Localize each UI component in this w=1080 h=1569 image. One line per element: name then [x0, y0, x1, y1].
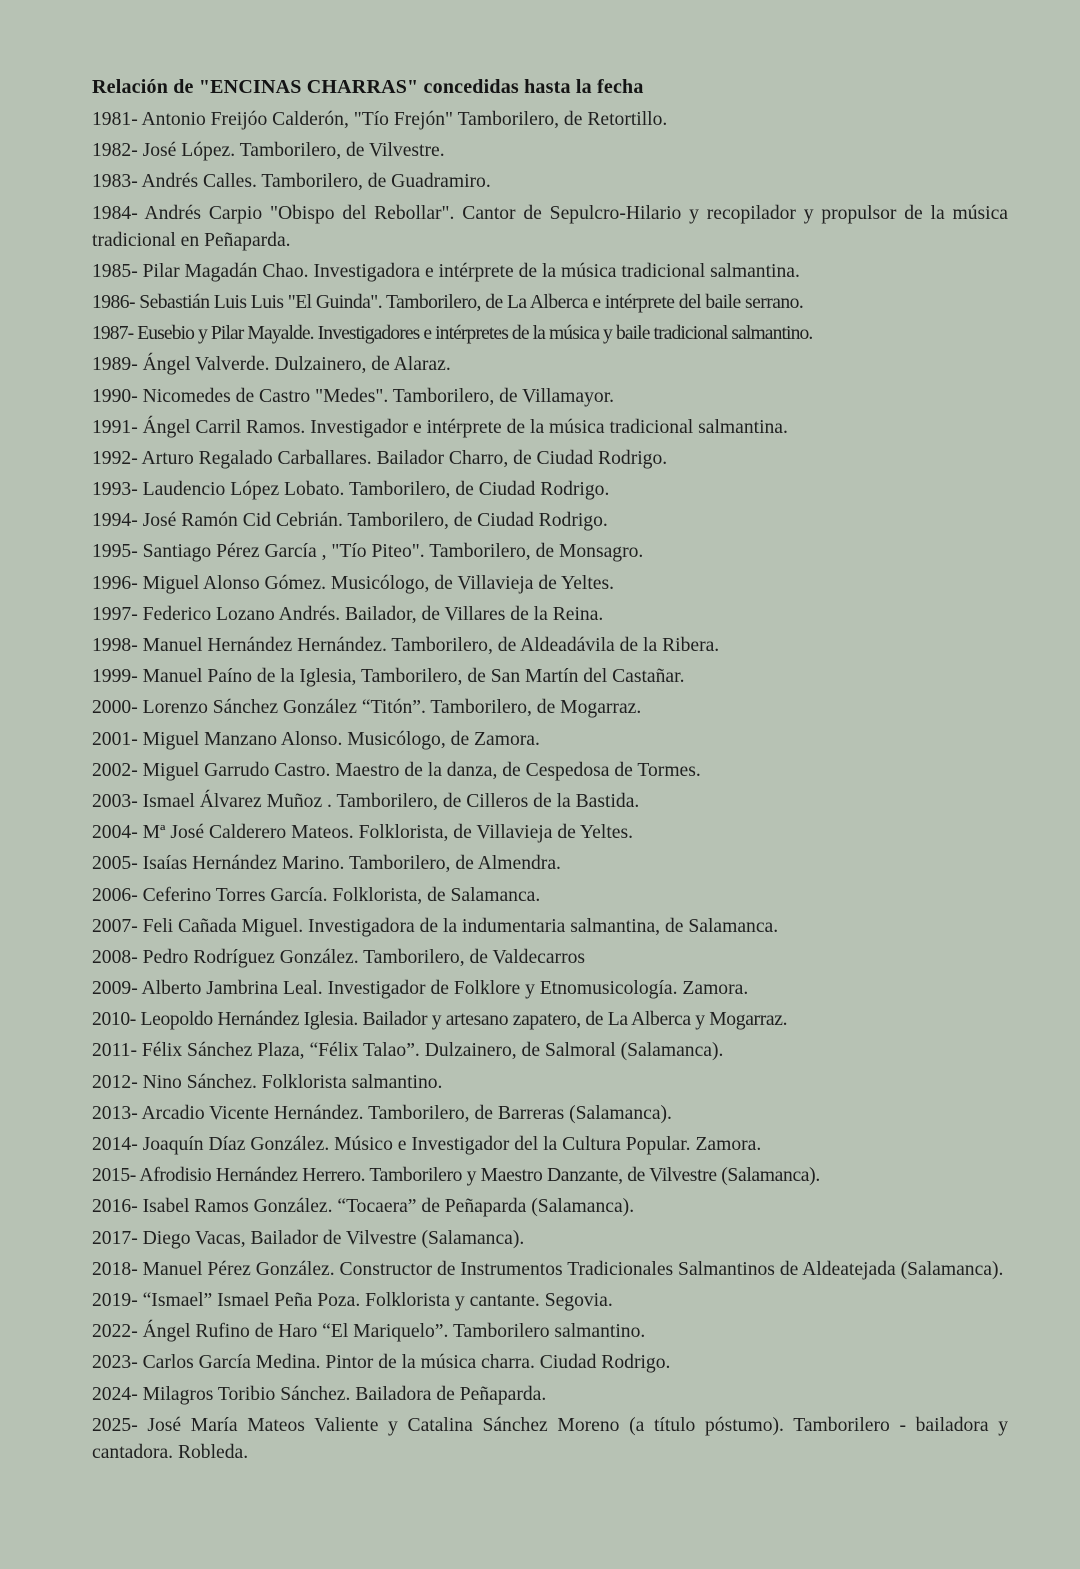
award-entry: 1999- Manuel Paíno de la Iglesia, Tamborilero, de San Martín del Castañar. [92, 666, 685, 688]
award-entry: 2017- Diego Vacas, Bailador de Vilvestre (Salamanca). [92, 1227, 525, 1249]
award-entry: 2012- Nino Sánchez. Folklorista salmantino. [92, 1071, 443, 1093]
award-entry: 1994- José Ramón Cid Cebrián. Tamborilero, de Ciudad Rodrigo. [92, 510, 608, 532]
award-entry: 1993- Laudencio López Lobato. Tamborilero, de Ciudad Rodrigo. [92, 479, 610, 501]
award-entry: 1995- Santiago Pérez García , "Tío Piteo". Tamborilero, de Monsagro. [92, 541, 644, 563]
award-entry: 1987- Eusebio y Pilar Mayalde. Investigadores e intérpretes de la música y baile tradicional salmantino. [92, 323, 813, 345]
award-entry: 2019- “Ismael” Ismael Peña Poza. Folklorista y cantante. Segovia. [92, 1289, 613, 1311]
document-title: Relación de "ENCINAS CHARRAS" concedidas hasta la fecha [92, 76, 644, 98]
award-entry: 1985- Pilar Magadán Chao. Investigadora e intérprete de la música tradicional salmantina. [92, 260, 800, 282]
award-entry: 2004- Mª José Calderero Mateos. Folklorista, de Villavieja de Yeltes. [92, 822, 633, 844]
award-entry: 2005- Isaías Hernández Marino. Tamborilero, de Almendra. [92, 853, 561, 875]
award-entry: 2010- Leopoldo Hernández Iglesia. Bailador y artesano zapatero, de La Alberca y Mogarraz. [92, 1009, 788, 1031]
award-entry: 1998- Manuel Hernández Hernández. Tamborilero, de Aldeadávila de la Ribera. [92, 635, 720, 656]
award-entry: 2001- Miguel Manzano Alonso. Musicólogo, de Zamora. [92, 728, 540, 750]
award-entry: 1996- Miguel Alonso Gómez. Musicólogo, de Villavieja de Yeltes. [92, 572, 614, 594]
award-entry: 2007- Feli Cañada Miguel. Investigadora de la indumentaria salmantina, de Salamanca. [92, 915, 779, 937]
award-entry: 2009- Alberto Jambrina Leal. Investigador de Folklore y Etnomusicología. Zamora. [92, 978, 749, 1000]
award-entry: 2011- Félix Sánchez Plaza, “Félix Talao”. Dulzainero, de Salmoral (Salamanca). [92, 1040, 724, 1062]
award-entry: 2024- Milagros Toribio Sánchez. Bailadora de Peñaparda. [92, 1383, 547, 1405]
award-entry: 1991- Ángel Carril Ramos. Investigador e intérprete de la música tradicional salmantina. [92, 416, 788, 438]
document-page [92, 70, 1008, 1470]
award-entry: 2013- Arcadio Vicente Hernández. Tamborilero, de Barreras (Salamanca). [92, 1102, 672, 1124]
award-entry: 1983- Andrés Calles. Tamborilero, de Guadramiro. [92, 171, 491, 193]
award-entry: 1997- Federico Lozano Andrés. Bailador, de Villares de la Reina. [92, 603, 604, 625]
award-entry: 2023- Carlos García Medina. Pintor de la música charra. Ciudad Rodrigo. [92, 1352, 671, 1374]
award-entry: 1990- Nicomedes de Castro "Medes". Tamborilero, de Villamayor. [92, 385, 615, 407]
award-entry: 2018- Manuel Pérez González. Constructor de Instrumentos Tradicionales Salmantinos de Aldeatejada (Salamanca). [92, 1258, 1004, 1280]
award-entry: 1984- Andrés Carpio "Obispo del Rebollar". Cantor de Sepulcro-Hilario y recopilador y propulsor de la música tradicional en Peñaparda. [92, 202, 1008, 251]
award-entry: 2015- Afrodisio Hernández Herrero. Tamborilero y Maestro Danzante, de Vilvestre (Salamanca). [92, 1165, 820, 1187]
awards-list [92, 106, 1008, 1466]
award-entry: 2016- Isabel Ramos González. “Tocaera” de Peñaparda (Salamanca). [92, 1196, 635, 1218]
award-entry: 1992- Arturo Regalado Carballares. Bailador Charro, de Ciudad Rodrigo. [92, 447, 668, 469]
award-entry: 2000- Lorenzo Sánchez González “Titón”. Tamborilero, de Mogarraz. [92, 697, 642, 719]
award-entry: 2002- Miguel Garrudo Castro. Maestro de la danza, de Cespedosa de Tormes. [92, 759, 701, 781]
award-entry: 2022- Ángel Rufino de Haro “El Mariquelo”. Tamborilero salmantino. [92, 1321, 646, 1343]
award-entry: 2006- Ceferino Torres García. Folklorista, de Salamanca. [92, 884, 541, 906]
award-entry: 1981- Antonio Freijóo Calderón, "Tío Frejón" Tamborilero, de Retortillo. [92, 109, 668, 130]
award-entry: 1982- José López. Tamborilero, de Vilvestre. [92, 140, 445, 162]
award-entry: 1989- Ángel Valverde. Dulzainero, de Alaraz. [92, 354, 451, 376]
award-entry: 2014- Joaquín Díaz González. Músico e Investigador del la Cultura Popular. Zamora. [92, 1134, 762, 1155]
award-entry: 2008- Pedro Rodríguez González. Tamborilero, de Valdecarros [92, 946, 586, 968]
award-entry: 1986- Sebastián Luis Luis "El Guinda". Tamborilero, de La Alberca e intérprete del baile serrano. [92, 291, 804, 313]
award-entry: 2025- José María Mateos Valiente y Catalina Sánchez Moreno (a título póstumo). Tamborilero - bailadora y cantadora. Robleda. [92, 1414, 1008, 1463]
award-entry: 2003- Ismael Álvarez Muñoz . Tamborilero, de Cilleros de la Bastida. [92, 790, 640, 812]
